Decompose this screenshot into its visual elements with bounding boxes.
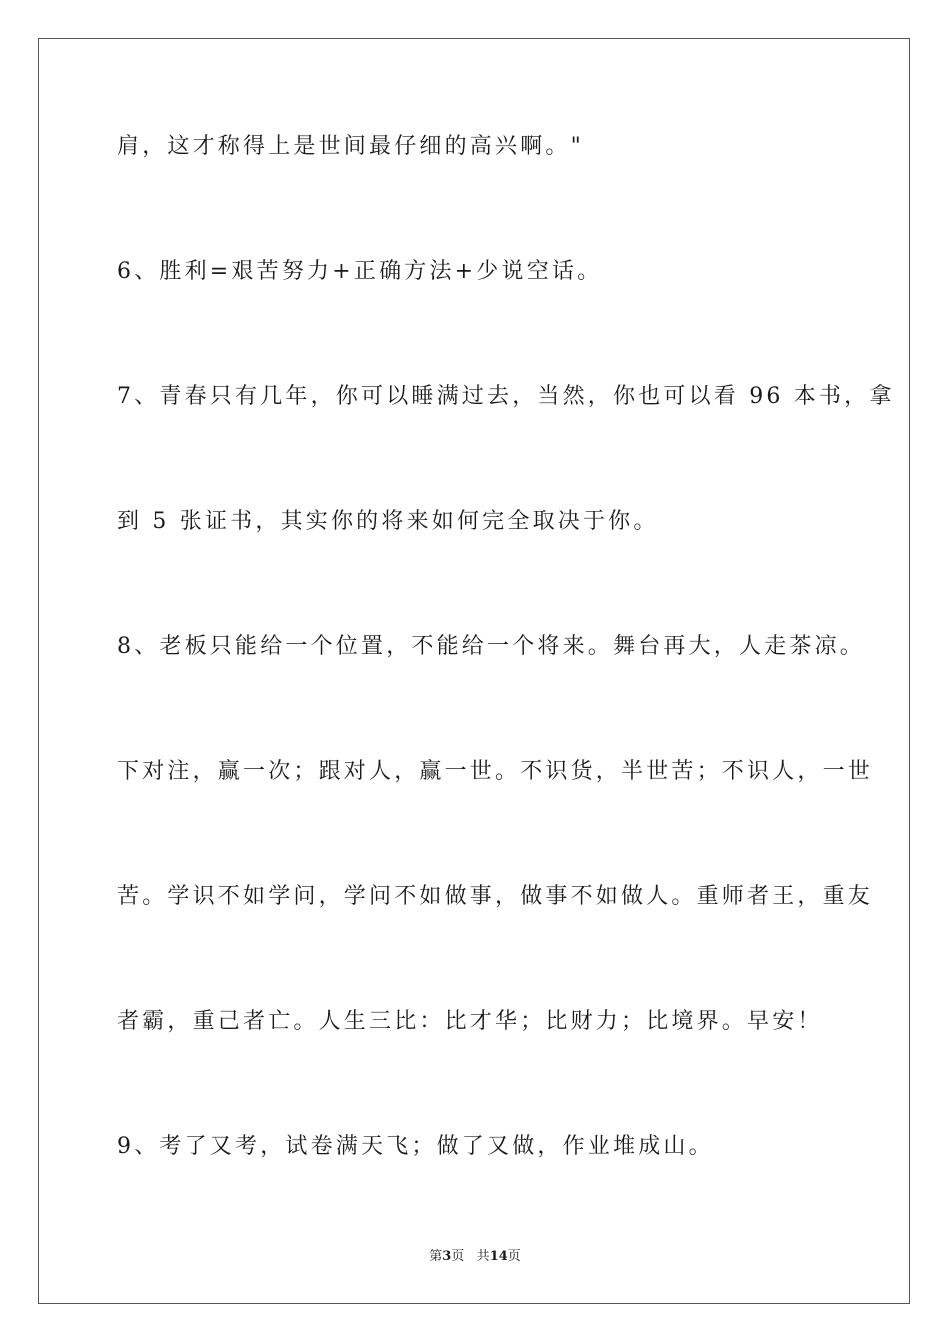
text-line-3: 7、青春只有几年，你可以睡满过去，当然，你也可以看 96 本书，拿 bbox=[117, 384, 895, 409]
text-line-9: 9、考了又考，试卷满天飞；做了又做，作业堆成山。 bbox=[117, 1134, 714, 1159]
text-line-7: 苦。学识不如学问，学问不如做事，做事不如做人。重师者王，重友 bbox=[117, 884, 874, 909]
text-line-2: 6、胜利=艰苦努力+正确方法+少说空话。 bbox=[117, 259, 603, 284]
text-line-4: 到 5 张证书，其实你的将来如何完全取决于你。 bbox=[117, 509, 659, 534]
text-line-5: 8、老板只能给一个位置，不能给一个将来。舞台再大，人走茶凉。 bbox=[117, 634, 865, 659]
page-border bbox=[38, 38, 910, 1304]
footer-page-number: 3 bbox=[442, 1249, 452, 1264]
text-line-1: 肩，这才称得上是世间最仔细的高兴啊。" bbox=[117, 134, 584, 159]
footer-page-prefix: 第 bbox=[429, 1249, 443, 1264]
page-footer bbox=[0, 1248, 950, 1266]
footer-page-suffix: 页 bbox=[451, 1249, 465, 1264]
footer-total-prefix: 共 bbox=[476, 1249, 490, 1264]
footer-total-pages: 14 bbox=[489, 1249, 508, 1264]
text-line-8: 者霸，重己者亡。人生三比：比才华；比财力；比境界。早安！ bbox=[117, 1009, 823, 1034]
footer-total-suffix: 页 bbox=[507, 1249, 521, 1264]
text-line-6: 下对注，赢一次；跟对人，赢一世。不识货，半世苦；不识人，一世 bbox=[117, 759, 874, 784]
